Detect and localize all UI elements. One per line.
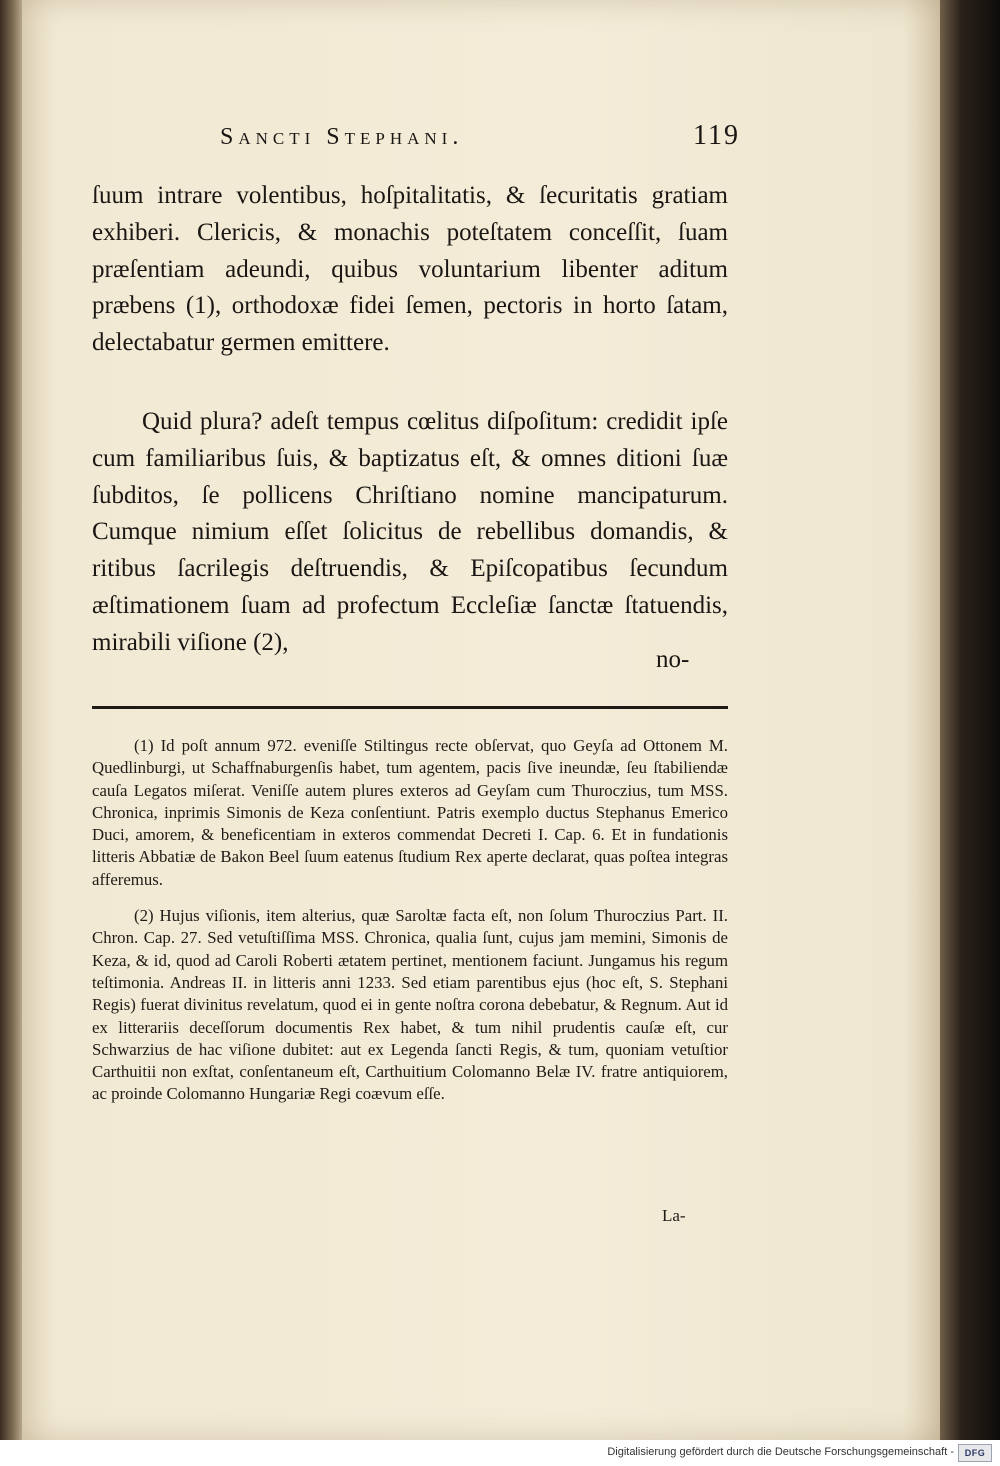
dfg-logo-icon: DFG	[958, 1444, 992, 1462]
running-title: Sancti Stephani.	[220, 124, 464, 150]
running-header	[220, 120, 740, 156]
footnotes-block	[92, 735, 728, 1106]
paragraph: Quid plura? adeſt tempus cœlitus diſpoſitum: credidit ipſe cum familiaribus ſuis, & baptizatus eſt, & omnes ditioni ſuæ ſubditos, ſe pollicens Chriſtiano nomine mancipaturum. Cumque nimium eſſet ſolicitus de rebellibus domandis, & ritibus ſacrilegis deſtruendis, & Epiſcopatibus ſecundum æſtimationem ſuam ad profectum Eccleſiæ ſanctæ ſtatuendis, mirabili viſione (2),	[92, 407, 728, 656]
paragraph: ſuum intrare volentibus, hoſpitalitatis, & ſecuritatis gratiam exhiberi. Clericis, & monachis poteſtatem conceſſit, ſuam præſentiam adeundi, quibus voluntarium libenter aditum præbens (1), orthodoxæ fidei ſemen, pectoris in horto ſatam, delectabatur germen emittere.	[92, 182, 728, 357]
footnote-divider	[92, 706, 728, 709]
footnote: (1) Id poſt annum 972. eveniſſe Stiltingus recte obſervat, quo Geyſa ad Ottonem M. Quedlinburgi, ut Schaffnaburgenſis habet, tum agentem, pacis ſive ineundæ, ſeu ſtabiliendæ cauſa Legatos miſerat. Veniſſe autem plures exteros ad Geyſam cum Thuroczius, tum MSS. Chronica, inprimis Simonis de Keza conſentiunt. Patris exemplo ductus Stephanus Emerico Duci, amorem, & beneficentiam in exteros commendat Decreti I. Cap. 6. Et in fundationis litteris Abbatiæ de Bakon Beel ſuum eatenus ſtudium Rex aperte declarat, quas poſtea integras afferemus.	[92, 736, 728, 889]
footnote-catchword: La-	[662, 1206, 686, 1225]
book-fore-edge	[940, 0, 1000, 1440]
page-number: 119	[693, 120, 740, 151]
funding-credit: Digitalisierung gefördert durch die Deutsche Forschungsgemeinschaft -	[607, 1446, 954, 1458]
footnote: (2) Hujus viſionis, item alterius, quæ Saroltæ facta eſt, non ſolum Thuroczius Part. II. Chron. Cap. 27. Sed vetuſtiſſima MSS. Chronica, qualia ſunt, cujus jam memini, Simonis de Keza, & id, quod ad Caroli Roberti ætatem pertinet, mentionem faciunt. Jungamus his regum teſtimonia. Andreas II. in litteris anni 1233. Sed etiam parentibus ejus (hoc eſt, S. Stephani Regis) fuerat divinitus revelatum, quod ei in gente noſtra corona debebatur, & Regnum. Aut id ex litterariis deceſſorum documentis Rex habet, & tum nihil prudentis cauſæ eſt, cur Schwarzius de hac viſione dubitet: aut ex Legenda ſancti Regis, & tum, quoniam vetuſtior Carthuitii non exſtat, conſentaneum eſt, Carthuitium Colomanno Belæ IV. fratre antiquiorem, ac proinde Colomanno Hungariæ Regi coævum eſſe.	[92, 906, 728, 1104]
main-text-block	[92, 178, 728, 662]
catchword: no-	[656, 646, 690, 673]
